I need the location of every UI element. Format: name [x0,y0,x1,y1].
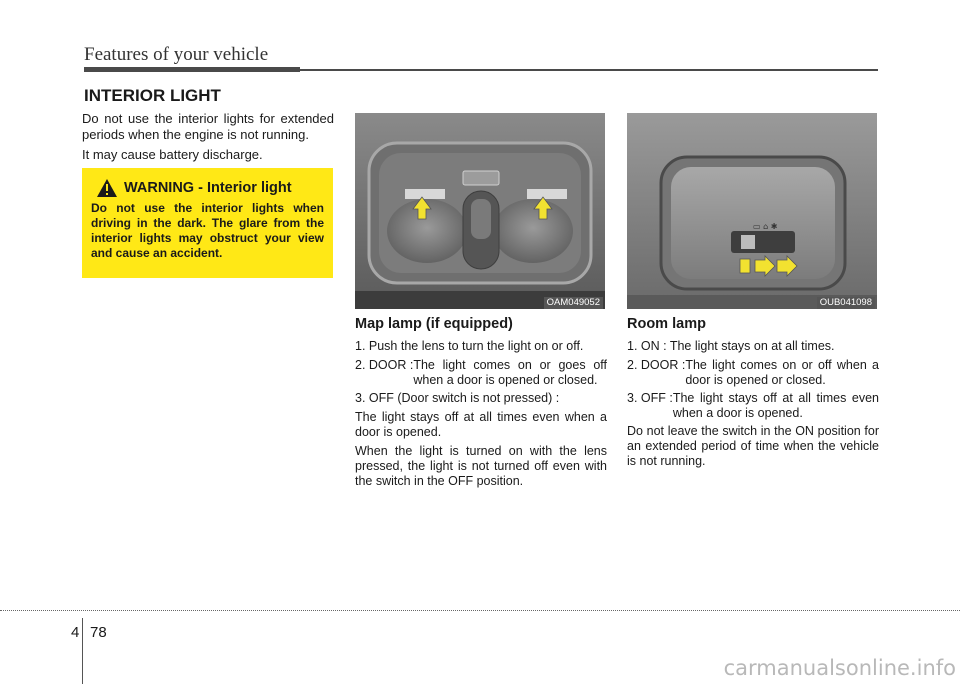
room-lamp-item-2-label: 2. DOOR : [627,358,686,372]
map-lamp-text [355,339,607,493]
map-lamp-item-2-text: The light comes on or goes off when a door is opened or closed. [413,358,607,387]
watermark: carmanualsonline.info [723,656,956,680]
footer-divider [82,618,83,684]
map-lamp-paragraph-2: When the light is turned on with the lens pressed, the light is not turned off even with the switch in the OFF position. [355,444,607,488]
room-lamp-item-3 [627,391,879,421]
room-lamp-image [627,113,877,309]
intro-paragraph-2: It may cause battery discharge. [82,147,263,162]
warning-box [82,168,333,278]
map-lamp-image-code: OAM049052 [544,297,603,309]
map-lamp-image [355,113,605,309]
intro-text [82,111,334,167]
warning-icon [96,178,118,198]
room-lamp-item-1: 1. ON : The light stays on at all times. [627,339,835,353]
map-lamp-item-2 [355,358,607,388]
room-lamp-item-2-text: The light comes on or off when a door is opened or closed. [685,358,879,387]
room-lamp-item-3-label: 3. OFF : [627,391,673,405]
map-lamp-photo [355,113,605,309]
warning-header [96,178,292,198]
room-lamp-paragraph-1: Do not leave the switch in the ON position for an extended period of time when the vehicle is not running. [627,424,879,468]
warning-body: Do not use the interior lights when driving in the dark. The glare from the interior lights may obstruct your view and cause an accident. [91,201,324,260]
map-lamp-item-2-label: 2. DOOR : [355,358,414,372]
footer-section-number: 4 [71,624,80,641]
room-lamp-text [627,339,879,473]
room-lamp-title: Room lamp [627,316,706,332]
map-lamp-item-3: 3. OFF (Door switch is not pressed) : [355,391,560,405]
room-lamp-photo [627,113,877,309]
room-lamp-item-3-text: The light stays off at all times even when a door is opened. [672,391,879,420]
footer-dotted-rule [0,610,960,612]
footer-page-number: 78 [90,624,107,641]
intro-paragraph-1: Do not use the interior lights for extended periods when the engine is not running. [82,111,334,142]
map-lamp-title: Map lamp (if equipped) [355,316,513,332]
page-header-title: Features of your vehicle [84,44,269,65]
header-rule-thick [84,67,300,72]
map-lamp-item-1: 1. Push the lens to turn the light on or off. [355,339,584,353]
warning-title: WARNING - Interior light [124,180,292,196]
header-rule-thin [300,69,878,71]
section-title: INTERIOR LIGHT [84,86,221,105]
room-lamp-image-code: OUB041098 [817,297,875,309]
map-lamp-paragraph-1: The light stays off at all times even when a door is opened. [355,410,607,439]
svg-text:▭ ⌂ ✱: ▭ ⌂ ✱ [753,222,778,231]
room-lamp-item-2 [627,358,879,388]
